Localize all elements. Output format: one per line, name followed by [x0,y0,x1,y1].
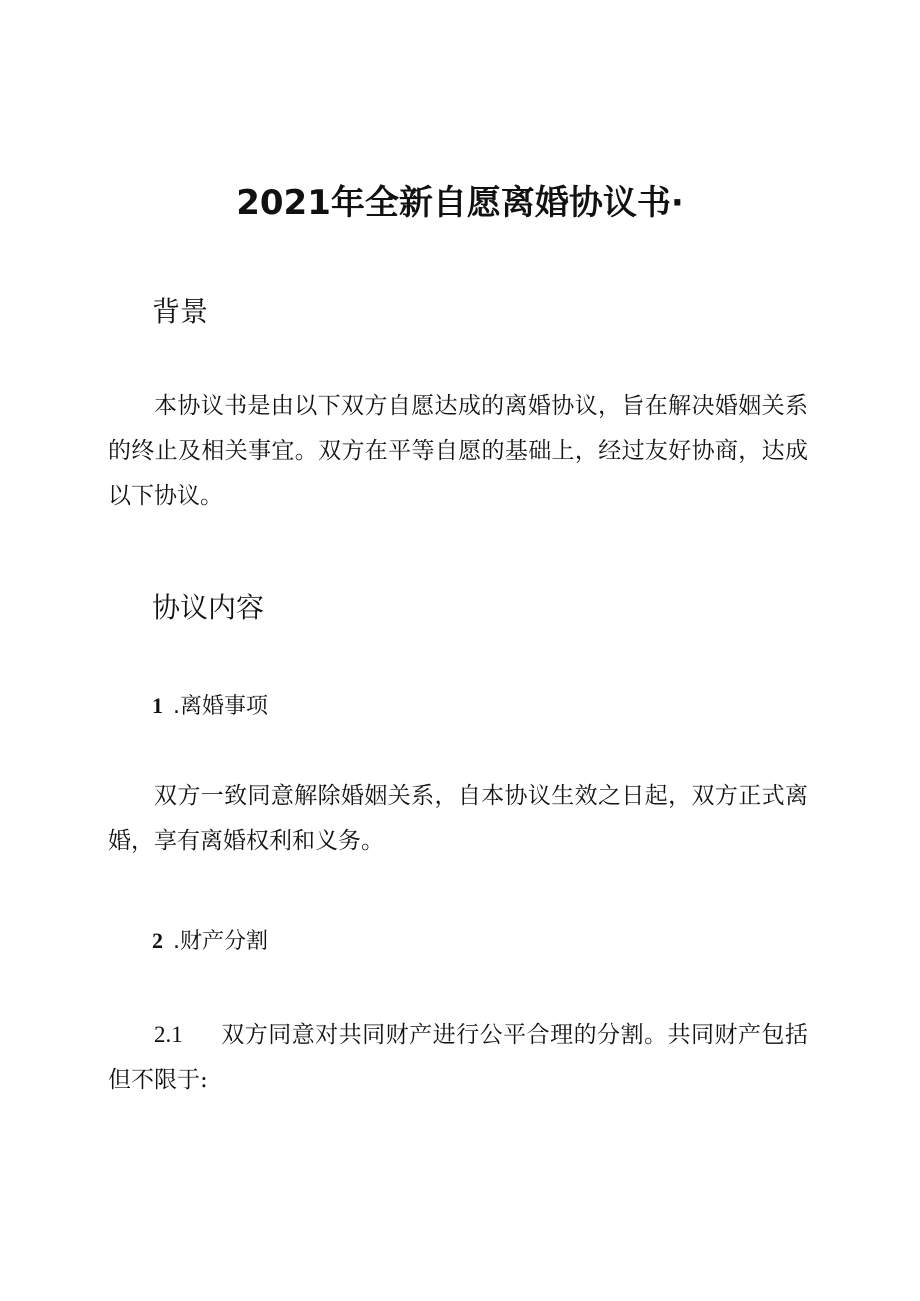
document-title: 2021年全新自愿离婚协议书· [236,183,684,223]
item-1-paragraph: 双方一致同意解除婚姻关系，自本协议生效之日起，双方正式离婚，享有离婚权利和义务。 [108,783,808,854]
item-2-heading [152,925,268,958]
item-2-number: 2 [152,928,163,953]
item-1-heading [152,690,268,723]
background-paragraph: 本协议书是由以下双方自愿达成的离婚协议，旨在解决婚姻关系的终止及相关事宜。双方在平等自愿的基础上，经过友好协商，达成以下协议。 [108,393,808,509]
section-heading-background: 背景 [152,295,209,328]
item-2-title: .财产分割 [173,929,268,954]
clause-2-1-paragraph [108,1012,808,1103]
clause-2-1-text: 双方同意对共同财产进行公平合理的分割。共同财产包括但不限于: [108,1022,808,1093]
clause-2-1-number: 2.1 [154,1022,183,1047]
item-1-number: 1 [152,693,163,718]
section-heading-agreement: 协议内容 [152,591,265,624]
item-1-title: .离婚事项 [173,694,268,719]
